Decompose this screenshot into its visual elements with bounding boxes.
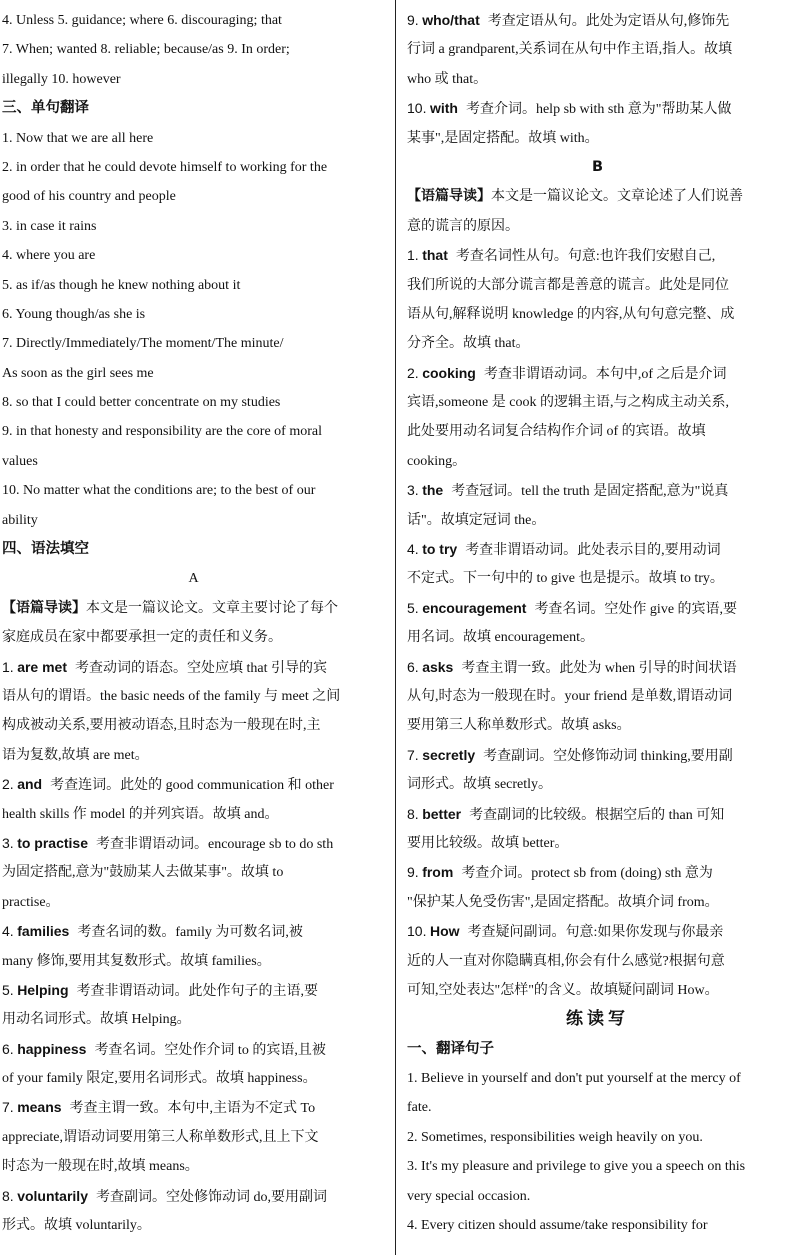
explanation-line: 要用第三人称单数形式。故填 asks。 [407, 718, 631, 734]
answer-word: to try [422, 541, 458, 558]
answer-line: 2. Sometimes, responsibilities weigh heavily on you. [407, 1129, 703, 1145]
explanation-text: 考查动词的语态。空处应填 that 引导的宾 [75, 660, 327, 676]
explanation-line: 词形式。故填 secretly。 [407, 777, 553, 793]
answer-word: with [429, 100, 458, 117]
guide-line [2, 594, 385, 623]
item-number: 10. [407, 923, 427, 940]
explanation-text: 考查主谓一致。此处为 when 引导的时间状语 [461, 660, 737, 676]
explanation-line: 宾语,someone 是 cook 的逻辑主语,与之构成主动关系, [407, 395, 729, 411]
answer-line: 9. in that honesty and responsibility are the core of moral [2, 424, 322, 440]
answer-line: 5. as if/as though he knew nothing about it [2, 277, 241, 293]
explanation-text: 考查副词的比较级。根据空后的 than 可知 [469, 807, 725, 823]
answer-word: encouragement [422, 599, 527, 616]
explanation-line [407, 359, 788, 388]
answer-word: cooking [422, 364, 476, 381]
explanation-text: 考查介词。help sb with sth 意为"帮助某人做 [465, 102, 732, 118]
explanation-line: who 或 that。 [407, 71, 488, 87]
explanation-line: 用名词。故填 encouragement。 [407, 630, 595, 646]
explanation-line [407, 594, 788, 623]
explanation-line: 时态为一般现在时,故填 means。 [2, 1159, 199, 1175]
answer-line: As soon as the girl sees me [2, 365, 154, 381]
item-number: 9. [407, 864, 419, 881]
explanation-line: 不定式。下一句中的 to give 也是提示。故填 to try。 [407, 571, 724, 587]
explanation-line: 近的人一直对你隐瞒真相,你会有什么感觉?根据句意 [407, 953, 725, 969]
explanation-line: many 修饰,要用其复数形式。故填 families。 [2, 953, 271, 969]
explanation-line [2, 1035, 385, 1064]
explanation-line: 行词 a grandparent,关系词在从句中作主语,指人。故填 [407, 42, 733, 58]
explanation-line: 某事",是固定搭配。故填 with。 [407, 130, 599, 146]
explanation-line: 语为复数,故填 are met。 [2, 747, 149, 763]
guide-text: 本文是一篇议论文。文章论述了人们说善 [491, 189, 743, 205]
explanation-line [407, 535, 788, 564]
guide-line [407, 182, 788, 211]
left-column [2, 6, 385, 1240]
explanation-text: 考查非谓语动词。此处表示目的,要用动词 [465, 543, 721, 559]
item-number: 3. [2, 834, 14, 851]
guide-label: 【语篇导读】 [2, 600, 86, 616]
item-number: 1. [2, 658, 14, 675]
explanation-line [2, 1093, 385, 1122]
explanation-line: 此处要用动名词复合结构作介词 of 的宾语。故填 [407, 424, 706, 440]
section-heading-grammar: 四、语法填空 [2, 541, 89, 558]
explanation-line [407, 858, 788, 887]
answer-line: 4. where you are [2, 248, 96, 264]
answer-line: good of his country and people [2, 189, 176, 205]
explanation-text: 考查定语从句。此处为定语从句,修饰先 [487, 14, 730, 29]
item-number: 5. [407, 599, 419, 616]
guide-line: 家庭成员在家中都要承担一定的责任和义务。 [2, 630, 282, 646]
explanation-line [2, 1182, 385, 1211]
explanation-line: health skills 作 model 的并列宾语。故填 and。 [2, 806, 279, 822]
explanation-line: 分齐全。故填 that。 [407, 336, 530, 352]
item-number: 8. [2, 1187, 14, 1204]
part-heading-b: B [591, 158, 604, 175]
explanation-line: 语从句,解释说明 knowledge 的内容,从句句意完整、成 [407, 306, 735, 322]
answer-word: are met [17, 658, 67, 675]
explanation-text: 考查疑问副词。句意:如果你发现与你最亲 [467, 925, 724, 941]
guide-label: 【语篇导读】 [407, 189, 491, 205]
answer-line: 1. Believe in yourself and don't put yourself at the mercy of [407, 1071, 741, 1087]
explanation-line: 形式。故填 voluntarily。 [2, 1218, 151, 1234]
answer-line: 4. Every citizen should assume/take responsibility for [407, 1218, 708, 1234]
explanation-line: cooking。 [407, 453, 467, 469]
explanation-line [2, 917, 385, 946]
explanation-line: appreciate,谓语动词要用第三人称单数形式,且上下文 [2, 1129, 319, 1145]
answer-word: Helping [17, 981, 69, 998]
explanation-line [407, 476, 788, 505]
answer-word: means [17, 1099, 62, 1116]
answer-word: from [422, 864, 454, 881]
answer-word: families [17, 923, 70, 940]
answer-line: illegally 10. however [2, 71, 121, 87]
answer-word: voluntarily [17, 1187, 88, 1204]
explanation-line: "保护某人免受伤害",是固定搭配。故填介词 from。 [407, 894, 719, 910]
explanation-line [407, 6, 788, 35]
item-number: 2. [407, 364, 419, 381]
answer-line: 6. Young though/as she is [2, 306, 146, 322]
answer-line: fate. [407, 1100, 432, 1116]
item-number: 6. [2, 1040, 14, 1057]
answer-word: happiness [17, 1040, 87, 1057]
explanation-line: 要用比较级。故填 better。 [407, 835, 569, 851]
explanation-text: 考查名词。空处作 give 的宾语,要 [534, 601, 738, 617]
explanation-line: 从句,时态为一般现在时。your friend 是单数,谓语动词 [407, 688, 733, 704]
explanation-line [2, 976, 385, 1005]
guide-line: 意的谎言的原因。 [407, 218, 519, 234]
answer-word: and [17, 776, 43, 793]
part-heading-a: A [188, 571, 199, 587]
answer-word: better [422, 805, 462, 822]
item-number: 9. [407, 12, 419, 28]
explanation-line: 我们所说的大部分谎言都是善意的谎言。此处是同位 [407, 277, 729, 293]
item-number: 8. [407, 805, 419, 822]
section-heading-translation: 三、单句翻译 [2, 100, 89, 117]
explanation-line [2, 770, 385, 799]
item-number: 10. [407, 100, 427, 117]
explanation-line: practise。 [2, 894, 60, 910]
answer-word: that [422, 247, 448, 264]
right-column [407, 6, 788, 1240]
answer-line: values [2, 453, 38, 469]
explanation-text: 考查非谓语动词。此处作句子的主语,要 [76, 983, 319, 999]
item-number: 5. [2, 981, 14, 998]
explanation-text: 考查名词性从句。句意:也许我们安慰自己, [455, 249, 716, 265]
column-divider [395, 0, 396, 1255]
explanation-line: of your family 限定,要用名词形式。故填 happiness。 [2, 1071, 317, 1087]
answer-line: 7. Directly/Immediately/The moment/The minute/ [2, 336, 284, 352]
explanation-text: 考查冠词。tell the truth 是固定搭配,意为"说真 [451, 484, 729, 500]
explanation-line [407, 800, 788, 829]
item-number: 2. [2, 776, 14, 793]
answer-line: 3. It's my pleasure and privilege to give you a speech on this [407, 1159, 746, 1175]
guide-text: 本文是一篇议论文。文章主要讨论了每个 [86, 600, 338, 616]
explanation-text: 考查名词。空处作介词 to 的宾语,且被 [94, 1042, 326, 1058]
explanation-line [407, 741, 788, 770]
answer-line: 1. Now that we are all here [2, 130, 154, 146]
item-number: 7. [407, 746, 419, 763]
explanation-line: 语从句的谓语。the basic needs of the family 与 meet 之间 [2, 688, 341, 704]
explanation-text: 考查副词。空处修饰动词 do,要用副词 [95, 1189, 327, 1205]
answer-word: secretly [422, 746, 476, 763]
explanation-line: 构成被动关系,要用被动语态,且时态为一般现在时,主 [2, 718, 321, 734]
explanation-line [407, 917, 788, 946]
item-number: 4. [2, 923, 14, 940]
section-heading-sentences: 一、翻译句子 [407, 1040, 494, 1057]
answer-line: 4. Unless 5. guidance; where 6. discouraging; that [2, 13, 282, 28]
item-number: 3. [407, 482, 419, 499]
section-title-practice: 练读写 [566, 1009, 629, 1030]
explanation-text: 考查介词。protect sb from (doing) sth 意为 [461, 866, 713, 882]
explanation-line: 话"。故填定冠词 the。 [407, 512, 546, 528]
item-number: 1. [407, 247, 419, 264]
item-number: 4. [407, 541, 419, 558]
explanation-line: 用动名词形式。故填 Helping。 [2, 1012, 191, 1028]
explanation-line [407, 241, 788, 270]
explanation-line [2, 829, 385, 858]
explanation-text: 考查连词。此处的 good communication 和 other [50, 778, 334, 794]
item-number: 7. [2, 1099, 14, 1116]
answer-line: 2. in order that he could devote himself to working for the [2, 159, 328, 175]
answer-line: 3. in case it rains [2, 218, 97, 234]
explanation-text: 考查主谓一致。本句中,主语为不定式 To [69, 1101, 316, 1117]
answer-word: who/that [422, 12, 480, 28]
explanation-text: 考查非谓语动词。本句中,of 之后是介词 [483, 366, 727, 382]
explanation-line [2, 653, 385, 682]
answer-word: asks [422, 658, 454, 675]
explanation-text: 考查名词的数。family 为可数名词,被 [77, 925, 303, 941]
answer-word: How [429, 923, 460, 940]
answer-word: to practise [17, 834, 88, 851]
answer-line: very special occasion. [407, 1188, 531, 1204]
explanation-line: 可知,空处表达"怎样"的含义。故填疑问副词 How。 [407, 982, 719, 998]
answer-line: ability [2, 512, 38, 528]
explanation-line [407, 94, 788, 123]
explanation-line: 为固定搭配,意为"鼓励某人去做某事"。故填 to [2, 865, 284, 881]
answer-word: the [422, 482, 444, 499]
explanation-text: 考查副词。空处修饰动词 thinking,要用副 [483, 748, 733, 764]
explanation-line [407, 653, 788, 682]
answer-line: 8. so that I could better concentrate on my studies [2, 395, 281, 411]
explanation-text: 考查非谓语动词。encourage sb to do sth [96, 836, 334, 852]
answer-line: 7. When; wanted 8. reliable; because/as 9. In order; [2, 42, 290, 58]
item-number: 6. [407, 658, 419, 675]
answer-line: 10. No matter what the conditions are; to the best of our [2, 483, 316, 499]
